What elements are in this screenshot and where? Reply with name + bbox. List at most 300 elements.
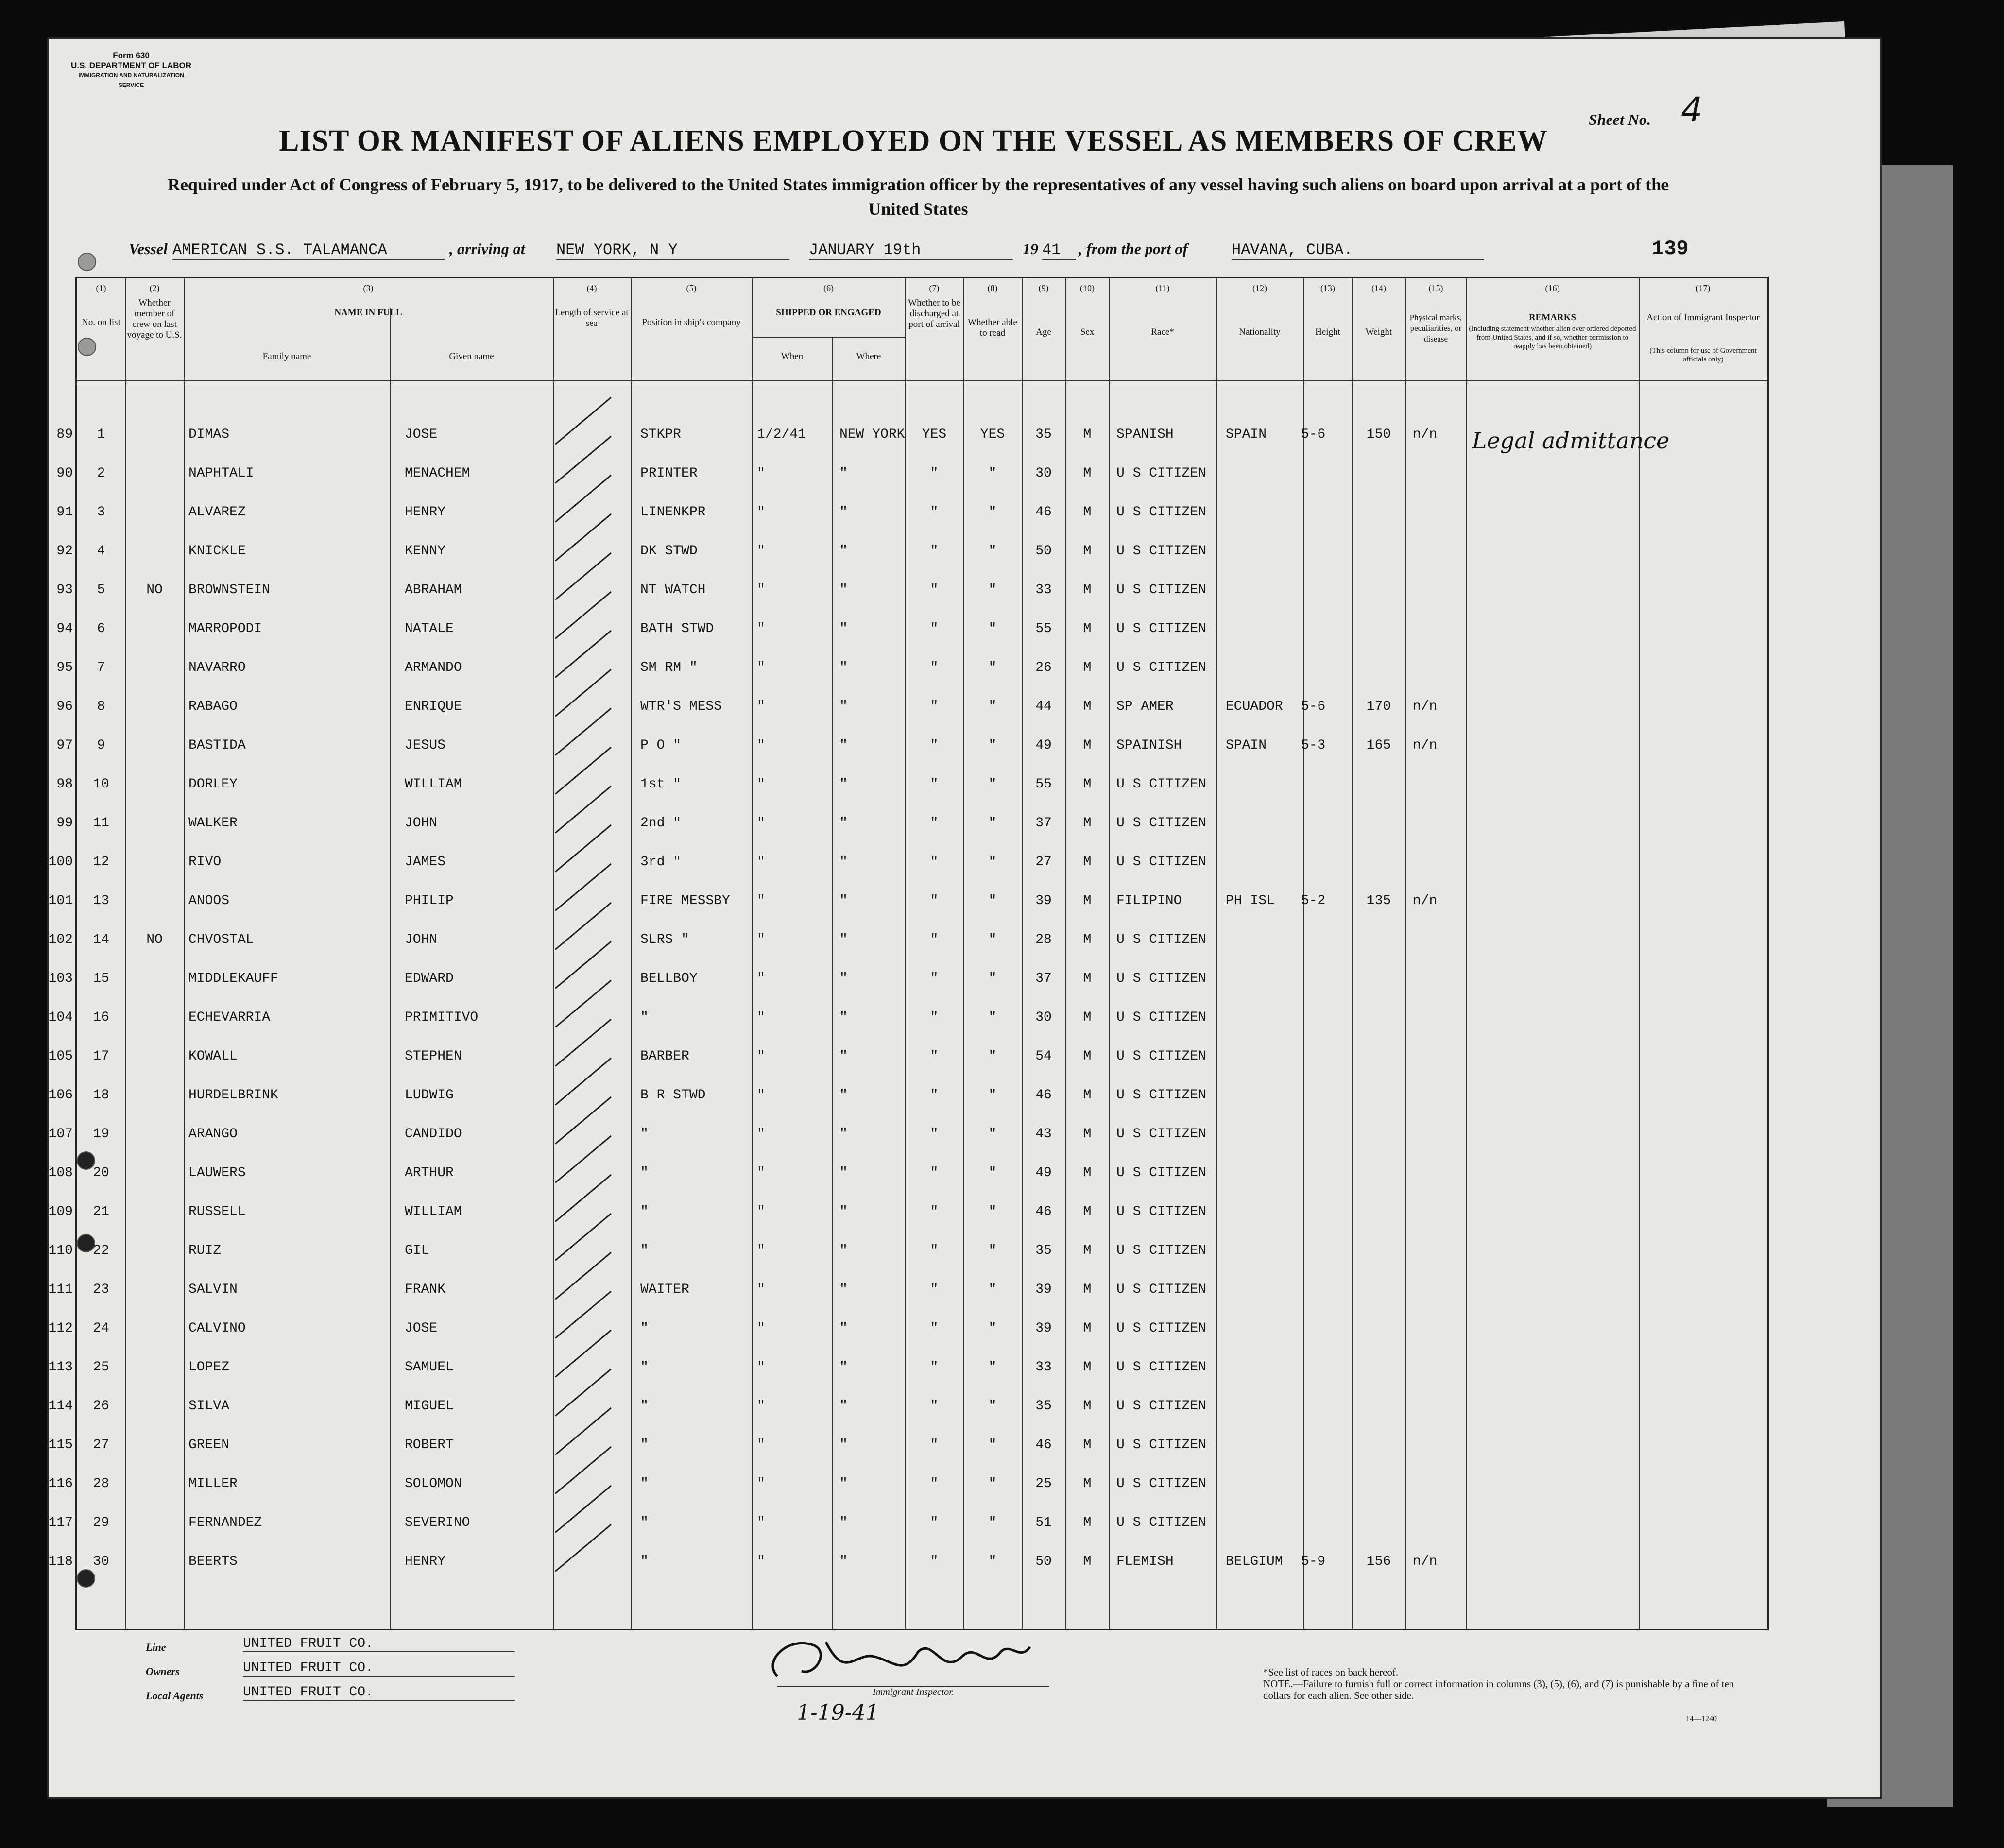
col-no-10: (10) <box>1080 283 1095 293</box>
cell-sex: M <box>1083 777 1092 792</box>
cell-race: U S CITIZEN <box>1116 1321 1206 1336</box>
cell-rn: 97 <box>56 738 73 753</box>
cell-fam: CALVINO <box>188 1321 246 1336</box>
cell-sex: M <box>1083 1360 1092 1375</box>
cell-ht: 5-9 <box>1301 1554 1326 1569</box>
cell-where: " <box>839 1360 848 1375</box>
col-no-14: (14) <box>1371 283 1386 293</box>
table-row <box>48 1464 1767 1503</box>
cell-when: " <box>757 1165 765 1181</box>
cell-where: " <box>839 932 848 947</box>
cell-when: " <box>757 1554 765 1569</box>
cell-fam: HURDELBRINK <box>188 1088 278 1103</box>
cell-read: " <box>988 1399 997 1414</box>
cell-race: U S CITIZEN <box>1116 932 1206 947</box>
cell-sex: M <box>1083 1204 1092 1219</box>
cell-fam: MARROPODI <box>188 621 262 636</box>
cell-race: U S CITIZEN <box>1116 1282 1206 1297</box>
cell-age: 51 <box>1035 1515 1052 1530</box>
cell-when: " <box>757 1476 765 1491</box>
cell-rn: 96 <box>56 699 73 714</box>
cell-read: " <box>988 1476 997 1491</box>
cell-race: U S CITIZEN <box>1116 621 1206 636</box>
cell-when: " <box>757 738 765 753</box>
department-name: U.S. DEPARTMENT OF LABOR <box>70 61 192 70</box>
cell-when: " <box>757 816 765 831</box>
cell-read: " <box>988 1554 997 1569</box>
cell-giv: SEVERINO <box>405 1515 470 1530</box>
cell-fam: DORLEY <box>188 777 238 792</box>
cell-phys: n/n <box>1413 1554 1438 1569</box>
cell-wt: 165 <box>1366 738 1391 753</box>
arrival-date: JANUARY 19th <box>809 241 1013 260</box>
page-subtitle: Required under Act of Congress of February 5, 1917, to be delivered to the United States immigration officer by the representatives of any vessel having such aliens on board upon arrival at a port of the United States <box>167 175 1669 219</box>
cell-dis: " <box>930 699 939 714</box>
cell-pos: " <box>640 1204 649 1219</box>
cell-pos: BELLBOY <box>640 971 698 986</box>
cell-ht: 5-2 <box>1301 893 1326 908</box>
cell-age: 50 <box>1035 1554 1052 1569</box>
cell-sex: M <box>1083 971 1092 986</box>
cell-dis: " <box>930 1088 939 1103</box>
cell-race: U S CITIZEN <box>1116 505 1206 520</box>
inspector-signature <box>758 1623 1059 1691</box>
cell-sex: M <box>1083 1127 1092 1142</box>
form-code: 14—1240 <box>1686 1715 1717 1723</box>
header-sex: Sex <box>1080 327 1095 337</box>
cell-rn: 102 <box>48 932 73 947</box>
form-number: Form 630 <box>113 51 150 60</box>
cell-where: " <box>839 1049 848 1064</box>
table-row <box>48 1192 1767 1231</box>
cell-fam: RUSSELL <box>188 1204 246 1219</box>
cell-giv: MIGUEL <box>405 1399 454 1414</box>
cell-rn: 109 <box>48 1204 73 1219</box>
cell-read: " <box>988 1282 997 1297</box>
cell-phys: n/n <box>1413 699 1438 714</box>
cell-fam: LAUWERS <box>188 1165 246 1181</box>
cell-fam: ARANGO <box>188 1127 238 1142</box>
footer-note <box>1263 1666 1749 1701</box>
cell-dis: " <box>930 932 939 947</box>
cell-read: " <box>988 505 997 520</box>
cell-ht: 5-6 <box>1301 427 1326 442</box>
cell-rn: 107 <box>48 1127 73 1142</box>
cell-nol: 2 <box>97 466 105 481</box>
cell-where: " <box>839 544 848 559</box>
vessel-label: Vessel <box>129 240 168 257</box>
cell-race: U S CITIZEN <box>1116 660 1206 675</box>
cell-giv: EDWARD <box>405 971 454 986</box>
cell-dis: " <box>930 466 939 481</box>
cell-giv: SOLOMON <box>405 1476 462 1491</box>
cell-fam: BROWNSTEIN <box>188 582 271 598</box>
cell-age: 30 <box>1035 1010 1052 1025</box>
cell-where: " <box>839 1399 848 1414</box>
cell-giv: FRANK <box>405 1282 446 1297</box>
header-remarks-note: (Including statement whether alien ever ordered deported from United States, and if so, whether permission to reapply has been obtained) <box>1469 325 1636 350</box>
cell-pos: " <box>640 1437 649 1453</box>
cell-race: U S CITIZEN <box>1116 855 1206 870</box>
table-row <box>48 1503 1767 1541</box>
col-no-4: (4) <box>586 283 597 293</box>
table-row <box>48 1541 1767 1580</box>
cell-sex: M <box>1083 1049 1092 1064</box>
cell-fam: BEERTS <box>188 1554 238 1569</box>
cell-nol: 18 <box>93 1088 109 1103</box>
cell-race: U S CITIZEN <box>1116 1399 1206 1414</box>
cell-where: " <box>839 1243 848 1258</box>
cell-when: " <box>757 1437 765 1453</box>
vessel-name: AMERICAN S.S. TALAMANCA <box>172 241 445 260</box>
header-weight: Weight <box>1365 327 1392 337</box>
table-row <box>48 1308 1767 1347</box>
table-row <box>48 1269 1767 1308</box>
cell-race: U S CITIZEN <box>1116 1049 1206 1064</box>
cell-dis: " <box>930 738 939 753</box>
cell-fam: SILVA <box>188 1399 230 1414</box>
cell-age: 46 <box>1035 1437 1052 1453</box>
cell-sex: M <box>1083 1165 1092 1181</box>
header-race: Race* <box>1151 327 1174 337</box>
header-nationality: Nationality <box>1239 327 1281 337</box>
cell-dis: " <box>930 1515 939 1530</box>
cell-rn: 116 <box>48 1476 73 1491</box>
cell-rn: 92 <box>56 544 73 559</box>
header-remarks: REMARKS <box>1528 312 1576 323</box>
cell-giv: WILLIAM <box>405 1204 462 1219</box>
cell-where: " <box>839 1476 848 1491</box>
cell-sex: M <box>1083 1515 1092 1530</box>
header-able-to-read: Whether able to read <box>968 317 1017 338</box>
cell-where: NEW YORK <box>839 427 905 442</box>
races-note: *See list of races on back hereof. <box>1263 1666 1399 1678</box>
table-row <box>56 453 1767 492</box>
cell-rn: 112 <box>48 1321 73 1336</box>
cell-sex: M <box>1083 932 1092 947</box>
cell-pos: " <box>640 1399 649 1414</box>
cell-sex: M <box>1083 1476 1092 1491</box>
cell-fam: KNICKLE <box>188 544 246 559</box>
col-no-12: (12) <box>1252 283 1267 293</box>
cell-where: " <box>839 855 848 870</box>
sheet-label: Sheet No. <box>1589 111 1651 128</box>
cell-when: " <box>757 699 765 714</box>
cell-pos: 3rd " <box>640 855 682 870</box>
cell-read: " <box>988 1360 997 1375</box>
cell-pos: " <box>640 1476 649 1491</box>
cell-age: 55 <box>1035 621 1052 636</box>
header-height: Height <box>1315 327 1340 337</box>
cell-rn: 101 <box>48 893 73 908</box>
cell-dis: " <box>930 1554 939 1569</box>
table-row <box>56 570 1767 609</box>
cell-race: SP AMER <box>1116 699 1174 714</box>
cell-nol: 24 <box>93 1321 109 1336</box>
cell-read: " <box>988 893 997 908</box>
cell-pos: LINENKPR <box>640 505 706 520</box>
cell-sex: M <box>1083 738 1092 753</box>
cell-race: FILIPINO <box>1116 893 1182 908</box>
cell-where: " <box>839 1515 848 1530</box>
cell-rn: 100 <box>48 855 73 870</box>
cell-sex: M <box>1083 1010 1092 1025</box>
cell-pos: " <box>640 1321 649 1336</box>
cell-fam: MIDDLEKAUFF <box>188 971 278 986</box>
table-row <box>48 997 1767 1036</box>
cell-giv: KENNY <box>405 544 446 559</box>
header-position: Position in ship's company <box>642 317 741 327</box>
header-inspector-note: (This column for use of Government officials only) <box>1649 347 1757 363</box>
cell-sex: M <box>1083 660 1092 675</box>
cell-race: U S CITIZEN <box>1116 1243 1206 1258</box>
cell-read: " <box>988 971 997 986</box>
cell-rn: 110 <box>48 1243 73 1258</box>
cell-race: U S CITIZEN <box>1116 1204 1206 1219</box>
cell-rn: 111 <box>48 1282 73 1297</box>
cell-wt: 135 <box>1366 893 1391 908</box>
cell-pos: B R STWD <box>640 1088 706 1103</box>
cell-nol: 25 <box>93 1360 109 1375</box>
cell-age: 55 <box>1035 777 1052 792</box>
cell-race: SPAINISH <box>1116 738 1182 753</box>
arrival-port: NEW YORK, N Y <box>556 241 789 260</box>
cell-age: 25 <box>1035 1476 1052 1491</box>
cell-nol: 20 <box>93 1165 109 1181</box>
cell-when: " <box>757 1088 765 1103</box>
cell-giv: JAMES <box>405 855 446 870</box>
cell-where: " <box>839 1554 848 1569</box>
cell-sex: M <box>1083 582 1092 598</box>
cell-giv: HENRY <box>405 1554 446 1569</box>
cell-wm: NO <box>146 582 163 598</box>
cell-sex: M <box>1083 1243 1092 1258</box>
col-no-11: (11) <box>1155 283 1170 293</box>
cell-nol: 14 <box>93 932 109 947</box>
cell-giv: PRIMITIVO <box>405 1010 479 1025</box>
cell-pos: " <box>640 1010 649 1025</box>
punch-hole <box>78 253 96 271</box>
cell-rn: 106 <box>48 1088 73 1103</box>
cell-dis: " <box>930 544 939 559</box>
cell-race: U S CITIZEN <box>1116 1088 1206 1103</box>
cell-phys: n/n <box>1413 427 1438 442</box>
col-no-6: (6) <box>823 283 834 293</box>
cell-giv: ROBERT <box>405 1437 454 1453</box>
cell-rn: 90 <box>56 466 73 481</box>
cell-sex: M <box>1083 816 1092 831</box>
cell-pos: 2nd " <box>640 816 682 831</box>
cell-when: " <box>757 621 765 636</box>
cell-fam: NAPHTALI <box>188 466 254 481</box>
cell-sex: M <box>1083 699 1092 714</box>
cell-sex: M <box>1083 855 1092 870</box>
cell-pos: DK STWD <box>640 544 698 559</box>
cell-fam: RIVO <box>188 855 222 870</box>
cell-wt: 150 <box>1366 427 1391 442</box>
cell-nol: 9 <box>97 738 105 753</box>
cell-nol: 17 <box>93 1049 109 1064</box>
cell-fam: WALKER <box>188 816 238 831</box>
cell-race: U S CITIZEN <box>1116 544 1206 559</box>
cell-pos: BARBER <box>640 1049 689 1064</box>
table-row <box>56 648 1767 686</box>
cell-rn: 99 <box>56 816 73 831</box>
cell-when: " <box>757 932 765 947</box>
cell-nol: 12 <box>93 855 109 870</box>
cell-fam: GREEN <box>188 1437 230 1453</box>
agents-label: Local Agents <box>146 1690 204 1702</box>
cell-dis: " <box>930 1243 939 1258</box>
cell-pos: WAITER <box>640 1282 689 1297</box>
cell-where: " <box>839 466 848 481</box>
cell-giv: SAMUEL <box>405 1360 454 1375</box>
cell-nol: 15 <box>93 971 109 986</box>
cell-read: " <box>988 1321 997 1336</box>
inspector-date: 1-19-41 <box>797 1700 879 1725</box>
cell-pos: NT WATCH <box>640 582 706 598</box>
cell-where: " <box>839 1204 848 1219</box>
cell-age: 33 <box>1035 1360 1052 1375</box>
cell-fam: BASTIDA <box>188 738 246 753</box>
cell-read: " <box>988 660 997 675</box>
cell-pos: PRINTER <box>640 466 698 481</box>
cell-age: 43 <box>1035 1127 1052 1142</box>
cell-age: 46 <box>1035 1204 1052 1219</box>
cell-read: " <box>988 816 997 831</box>
cell-where: " <box>839 816 848 831</box>
cell-pos: FIRE MESSBY <box>640 893 730 908</box>
cell-fam: DIMAS <box>188 427 230 442</box>
cell-where: " <box>839 777 848 792</box>
from-label: , from the port of <box>1079 240 1188 257</box>
cell-age: 46 <box>1035 505 1052 520</box>
table-row <box>56 764 1767 803</box>
cell-nol: 6 <box>97 621 105 636</box>
arriving-label: , arriving at <box>449 240 525 257</box>
cell-nol: 10 <box>93 777 109 792</box>
cell-dis: " <box>930 777 939 792</box>
cell-nol: 1 <box>97 427 105 442</box>
table-row <box>56 725 1767 764</box>
cell-age: 37 <box>1035 971 1052 986</box>
cell-pos: P O " <box>640 738 682 753</box>
cell-age: 35 <box>1035 1399 1052 1414</box>
cell-where: " <box>839 505 848 520</box>
cell-pos: SM RM " <box>640 660 698 675</box>
cell-when: " <box>757 1204 765 1219</box>
cell-dis: " <box>930 855 939 870</box>
cell-pos: " <box>640 1243 649 1258</box>
cell-age: 33 <box>1035 582 1052 598</box>
cell-fam: MILLER <box>188 1476 238 1491</box>
cell-sex: M <box>1083 621 1092 636</box>
cell-dis: " <box>930 893 939 908</box>
cell-read: " <box>988 466 997 481</box>
cell-fam: RUIZ <box>188 1243 222 1258</box>
cell-age: 35 <box>1035 427 1052 442</box>
cell-rn: 89 <box>56 427 73 442</box>
table-row <box>48 958 1767 997</box>
cell-dis: " <box>930 1049 939 1064</box>
cell-race: U S CITIZEN <box>1116 816 1206 831</box>
header-inspector-action: Action of Immigrant Inspector <box>1646 312 1760 323</box>
cell-sex: M <box>1083 893 1092 908</box>
cell-age: 44 <box>1035 699 1052 714</box>
col-no-13: (13) <box>1320 283 1335 293</box>
table-row <box>48 1231 1767 1269</box>
cell-ht: 5-3 <box>1301 738 1326 753</box>
cell-sex: M <box>1083 505 1092 520</box>
cell-when: " <box>757 855 765 870</box>
cell-pos: " <box>640 1165 649 1181</box>
cell-nol: 4 <box>97 544 105 559</box>
cell-read: " <box>988 932 997 947</box>
cell-giv: LUDWIG <box>405 1088 454 1103</box>
cell-when: " <box>757 1399 765 1414</box>
col-no-16: (16) <box>1545 283 1560 293</box>
table-row <box>56 803 1767 842</box>
cell-rn: 108 <box>48 1165 73 1181</box>
agents-value: UNITED FRUIT CO. <box>243 1685 515 1701</box>
year-prefix: 19 <box>1023 240 1038 257</box>
cell-dis: " <box>930 1282 939 1297</box>
table-row <box>48 1114 1767 1153</box>
header-family-name: Family name <box>262 351 311 361</box>
remark-handwritten: Legal admittance <box>1472 428 1670 454</box>
col-no-9: (9) <box>1038 283 1049 293</box>
cell-sex: M <box>1083 427 1092 442</box>
cell-dis: " <box>930 1165 939 1181</box>
cell-nol: 7 <box>97 660 105 675</box>
table-row <box>56 531 1767 570</box>
cell-when: " <box>757 466 765 481</box>
cell-fam: NAVARRO <box>188 660 246 675</box>
cell-read: " <box>988 1049 997 1064</box>
col-no-8: (8) <box>987 283 998 293</box>
header-no-on-list: No. on list <box>82 317 120 327</box>
header-length-of-service: Length of service at sea <box>555 308 629 328</box>
cell-giv: GIL <box>405 1243 429 1258</box>
vessel-line <box>129 237 1683 266</box>
cell-age: 27 <box>1035 855 1052 870</box>
cell-race: SPANISH <box>1116 427 1174 442</box>
cell-giv: ARMANDO <box>405 660 462 675</box>
cell-where: " <box>839 1282 848 1297</box>
cell-nol: 21 <box>93 1204 109 1219</box>
crew-table <box>48 277 1769 1630</box>
cell-where: " <box>839 1321 848 1336</box>
cell-nol: 13 <box>93 893 109 908</box>
cell-where: " <box>839 893 848 908</box>
cell-age: 28 <box>1035 932 1052 947</box>
cell-giv: PHILIP <box>405 893 454 908</box>
cell-giv: ARTHUR <box>405 1165 454 1181</box>
cell-race: U S CITIZEN <box>1116 1476 1206 1491</box>
cell-where: " <box>839 699 848 714</box>
cell-nat: ECUADOR <box>1226 699 1283 714</box>
cell-giv: ABRAHAM <box>405 582 462 598</box>
cell-race: U S CITIZEN <box>1116 1515 1206 1530</box>
page-title: LIST OR MANIFEST OF ALIENS EMPLOYED ON THE VESSEL AS MEMBERS OF CREW <box>279 124 1548 157</box>
cell-dis: " <box>930 816 939 831</box>
form-identifier <box>68 51 194 90</box>
cell-where: " <box>839 738 848 753</box>
cell-age: 30 <box>1035 466 1052 481</box>
cell-read: " <box>988 855 997 870</box>
line-value: UNITED FRUIT CO. <box>243 1636 515 1652</box>
cell-sex: M <box>1083 1321 1092 1336</box>
